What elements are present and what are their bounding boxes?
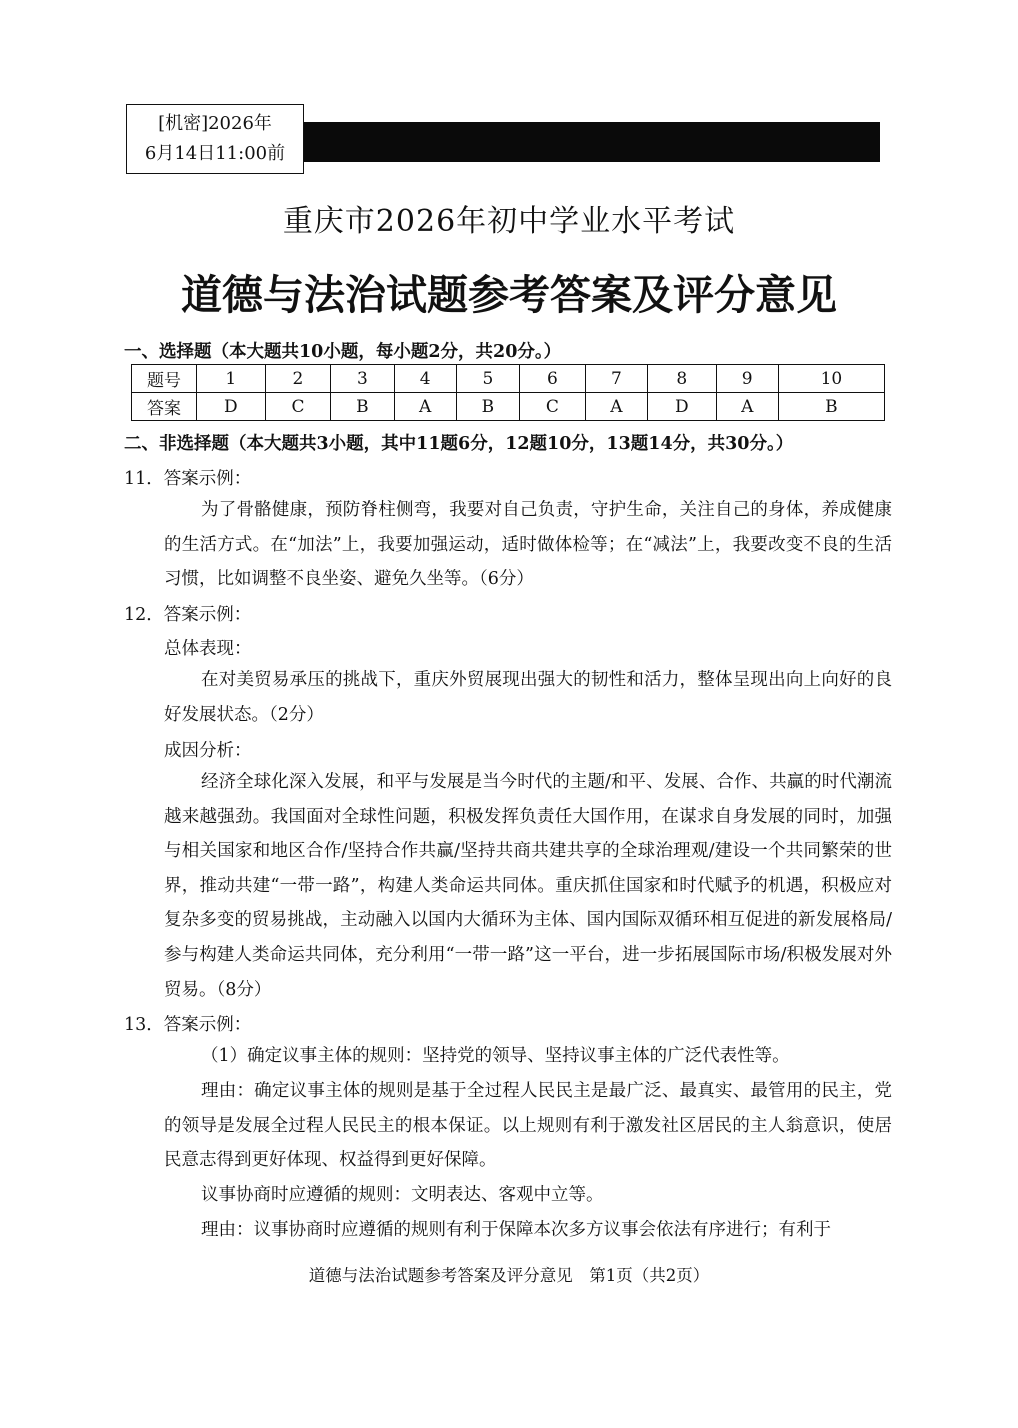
table-row-numbers [132, 365, 885, 393]
q11-label: 11．答案示例： [124, 469, 252, 489]
confidential-box [126, 104, 304, 174]
table-cell: C [520, 393, 586, 421]
table-cell: 4 [394, 365, 456, 393]
document-title: 道德与法治试题参考答案及评分意见 [181, 271, 837, 319]
table-cell: B [331, 393, 394, 421]
redaction-bar [302, 122, 880, 162]
q12-cause-text: 经济全球化深入发展，和平与发展是当今时代的主题/和平、发展、合作、共赢的时代潮流越来越强劲。我国面对全球性问题，积极发挥负责任大国作用，在谋求自身发展的同时，加强与相关国家和地区合作/坚持合作共赢/坚持共商共建共享的全球治理观/建设一个共同繁荣的世界，推动共建“一带一路”，构建人类命运共同体。重庆抓住国家和时代赋予的机遇，积极应对复杂多变的贸易挑战，主动融入以国内大循环为主体、国内国际双循环相互促进的新发展格局/参与构建人类命运共同体，充分利用“一带一路”这一平台，进一步拓展国际市场/积极发展对外贸易。（8分） [164, 772, 892, 1000]
table-cell: 1 [197, 365, 266, 393]
q13-item1: （1）确定议事主体的规则：坚持党的领导、坚持议事主体的广泛代表性等。 [201, 1046, 790, 1066]
table-cell: 9 [716, 365, 778, 393]
exam-title: 重庆市2026年初中学业水平考试 [282, 204, 736, 239]
q12-sub-overall: 总体表现： [164, 639, 252, 659]
table-cell: A [716, 393, 778, 421]
table-cell: 3 [331, 365, 394, 393]
confidential-line-2: 6月14日11:00前 [144, 143, 286, 164]
table-cell: 5 [456, 365, 519, 393]
table-cell: D [197, 393, 266, 421]
table-cell: A [394, 393, 456, 421]
table-cell: D [647, 393, 716, 421]
table-cell: B [456, 393, 519, 421]
q12-overall-text: 在对美贸易承压的挑战下，重庆外贸展现出强大的韧性和活力，整体呈现出向上向好的良好发展状态。（2分） [164, 670, 892, 725]
q13-reason1: 理由：确定议事主体的规则是基于全过程人民民主是最广泛、最真实、最管用的民主，党的领导是发展全过程人民民主的根本保证。以上规则有利于激发社区居民的主人翁意识，使居民意志得到更好体现、权益得到更好保障。 [164, 1081, 892, 1171]
table-cell: 2 [265, 365, 331, 393]
row-label-answer: 答案 [132, 393, 197, 421]
row-label-number: 题号 [132, 365, 197, 393]
table-cell: 7 [585, 365, 647, 393]
q13-item2: 议事协商时应遵循的规则：文明表达、客观中立等。 [201, 1185, 604, 1205]
table-cell: A [585, 393, 647, 421]
table-cell: 10 [778, 365, 884, 393]
table-cell: C [265, 393, 331, 421]
answer-table [131, 364, 885, 421]
table-cell: 6 [520, 365, 586, 393]
q12-label: 12．答案示例： [124, 605, 252, 625]
q11-answer: 为了骨骼健康，预防脊柱侧弯，我要对自己负责，守护生命，关注自己的身体，养成健康的生活方式。在“加法”上，我要加强运动，适时做体检等；在“减法”上，我要改变不良的生活习惯，比如调整不良坐姿、避免久坐等。（6分） [164, 500, 892, 590]
q13-reason2: 理由：议事协商时应遵循的规则有利于保障本次多方议事会依法有序进行；有利于 [201, 1220, 831, 1240]
q12-sub-cause: 成因分析： [164, 741, 252, 761]
section1-heading: 一、选择题（本大题共10小题，每小题2分，共20分。） [124, 342, 562, 362]
table-cell: B [778, 393, 884, 421]
page-footer: 道德与法治试题参考答案及评分意见 第1页（共2页） [308, 1266, 710, 1285]
table-cell: 8 [647, 365, 716, 393]
confidential-line-1: [机密]2026年 [158, 113, 272, 134]
table-row-answers [132, 393, 885, 421]
q13-label: 13．答案示例： [124, 1015, 252, 1035]
section2-heading: 二、非选择题（本大题共3小题，其中11题6分，12题10分，13题14分，共30分。） [124, 434, 794, 454]
